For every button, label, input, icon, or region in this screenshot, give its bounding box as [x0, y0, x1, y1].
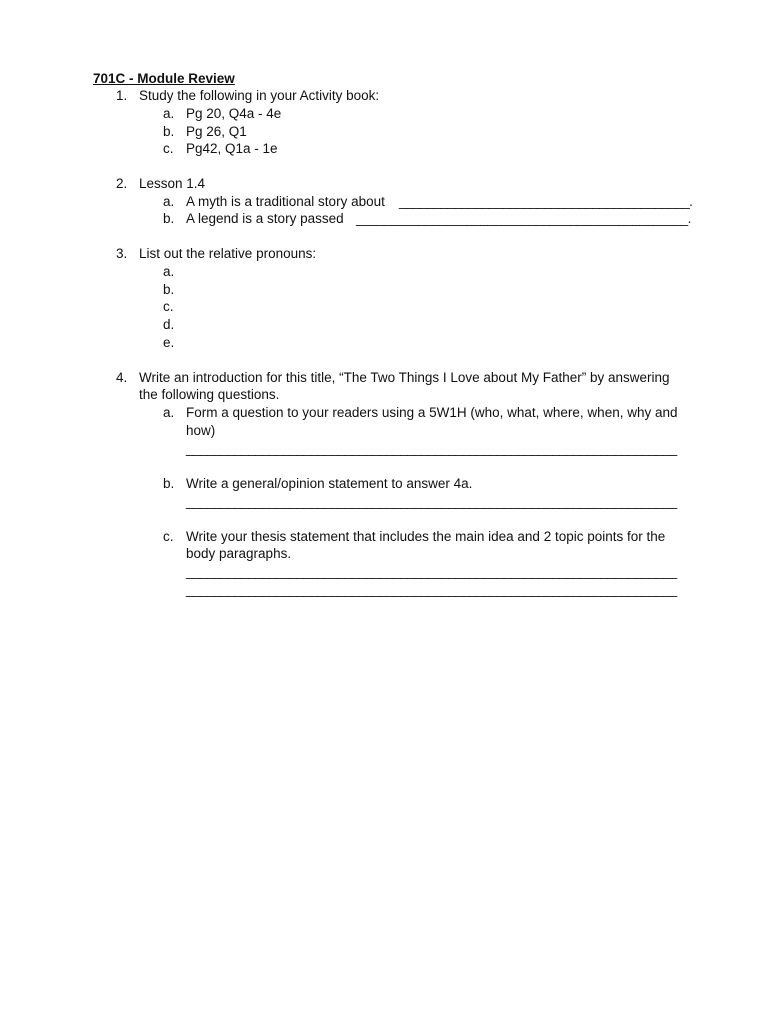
question-1a-text: Pg 20, Q4a - 4e	[186, 106, 282, 121]
question-3e-label: e.	[163, 335, 175, 350]
question-2a-blank[interactable]: __________________________________________.	[399, 194, 693, 209]
question-4b-text: Write a general/opinion statement to answer 4a.	[186, 476, 473, 491]
question-3-text: List out the relative pronouns:	[139, 246, 317, 261]
question-4b-label: b.	[163, 476, 175, 491]
question-2b-text: A legend is a story passed	[186, 211, 344, 226]
question-2-text: Lesson 1.4	[139, 176, 206, 191]
question-4a-label: a.	[163, 405, 175, 420]
question-1b-label: b.	[163, 124, 175, 139]
question-1b-text: Pg 26, Q1	[186, 124, 247, 139]
question-2b-blank[interactable]: ________________________________________________.	[356, 211, 691, 226]
question-1-number: 1.	[116, 88, 128, 103]
question-3d-label: d.	[163, 317, 175, 332]
question-4c-label: c.	[163, 529, 174, 544]
question-3c-label: c.	[163, 299, 174, 314]
question-2a-text: A myth is a traditional story about	[186, 194, 385, 209]
question-4-number: 4.	[116, 370, 128, 385]
question-1c-label: c.	[163, 141, 174, 156]
question-1-text: Study the following in your Activity book:	[139, 88, 380, 103]
question-4-text-line-1: Write an introduction for this title, “The Two Things I Love about My Father” by answering	[139, 370, 670, 385]
question-4c-answer-line-2[interactable]: _______________________________________________________________________	[186, 582, 677, 597]
question-2a-label: a.	[163, 194, 175, 209]
question-4-text-line-2: the following questions.	[139, 387, 280, 402]
question-2-number: 2.	[116, 176, 128, 191]
question-1c-text: Pg42, Q1a - 1e	[186, 141, 278, 156]
question-4c-answer-line-1[interactable]: _______________________________________________________________________	[186, 564, 677, 579]
question-1a-label: a.	[163, 106, 175, 121]
question-2b-label: b.	[163, 211, 175, 226]
document-title: 701C - Module Review	[93, 71, 235, 86]
question-4a-answer-line[interactable]: _______________________________________________________________________	[186, 441, 677, 456]
question-3b-label: b.	[163, 282, 175, 297]
question-4c-text-line-2: body paragraphs.	[186, 546, 292, 561]
question-3-number: 3.	[116, 246, 128, 261]
question-3a-label: a.	[163, 264, 175, 279]
question-4a-text-line-1: Form a question to your readers using a 5W1H (who, what, where, when, why and	[186, 405, 678, 420]
question-4a-text-line-2: how)	[186, 423, 216, 438]
question-4c-text-line-1: Write your thesis statement that includes the main idea and 2 topic points for the	[186, 529, 666, 544]
question-4b-answer-line[interactable]: _______________________________________________________________________	[186, 494, 677, 509]
